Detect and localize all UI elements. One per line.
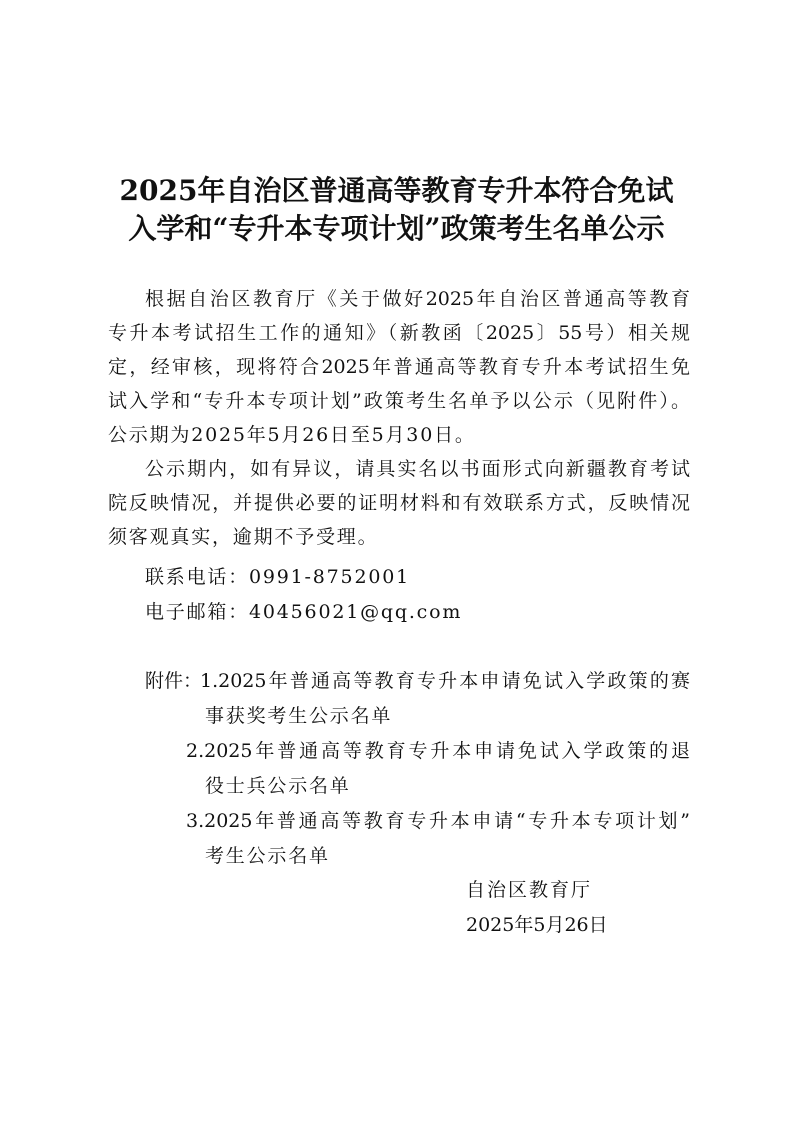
body-line: 须客观真实，逾期不予受理。: [108, 526, 379, 548]
attachments-label: 附件：: [145, 670, 203, 692]
attachment-item: 事获奖考生公示名单: [205, 705, 393, 727]
body-line: 院反映情况，并提供必要的证明材料和有效联系方式，反映情况: [108, 492, 690, 514]
attachment-item: 役士兵公示名单: [205, 775, 351, 797]
attachment-item: 2.2025年普通高等教育专升本申请免试入学政策的退: [186, 740, 690, 762]
document-title-line-2: 入学和“专升本专项计划”政策考生名单公示: [128, 212, 665, 245]
body-line: 定，经审核，现将符合2025年普通高等教育专升本考试招生免: [108, 356, 690, 378]
signature-organization: 自治区教育厅: [466, 879, 593, 901]
attachment-item: 1.2025年普通高等教育专升本申请免试入学政策的赛: [200, 670, 690, 692]
body-line: 试入学和“专升本专项计划”政策考生名单予以公示（见附件）。: [108, 390, 690, 412]
signature-date: 2025年5月26日: [466, 914, 608, 936]
contact-email: 电子邮箱：40456021@qq.com: [145, 601, 463, 623]
document-title-line-1: 2025年自治区普通高等教育专升本符合免试: [119, 174, 674, 207]
attachment-item: 3.2025年普通高等教育专升本申请“专升本专项计划”: [186, 810, 690, 832]
attachment-item: 考生公示名单: [205, 845, 330, 867]
body-line: 根据自治区教育厅《关于做好2025年自治区普通高等教育: [145, 288, 690, 310]
body-line: 公示期内，如有异议，请具实名以书面形式向新疆教育考试: [145, 458, 690, 480]
body-line: 公示期为2025年5月26日至5月30日。: [108, 424, 476, 446]
body-line: 专升本考试招生工作的通知》（新教函〔2025〕55号）相关规: [108, 322, 690, 344]
contact-phone: 联系电话：0991-8752001: [145, 566, 410, 588]
